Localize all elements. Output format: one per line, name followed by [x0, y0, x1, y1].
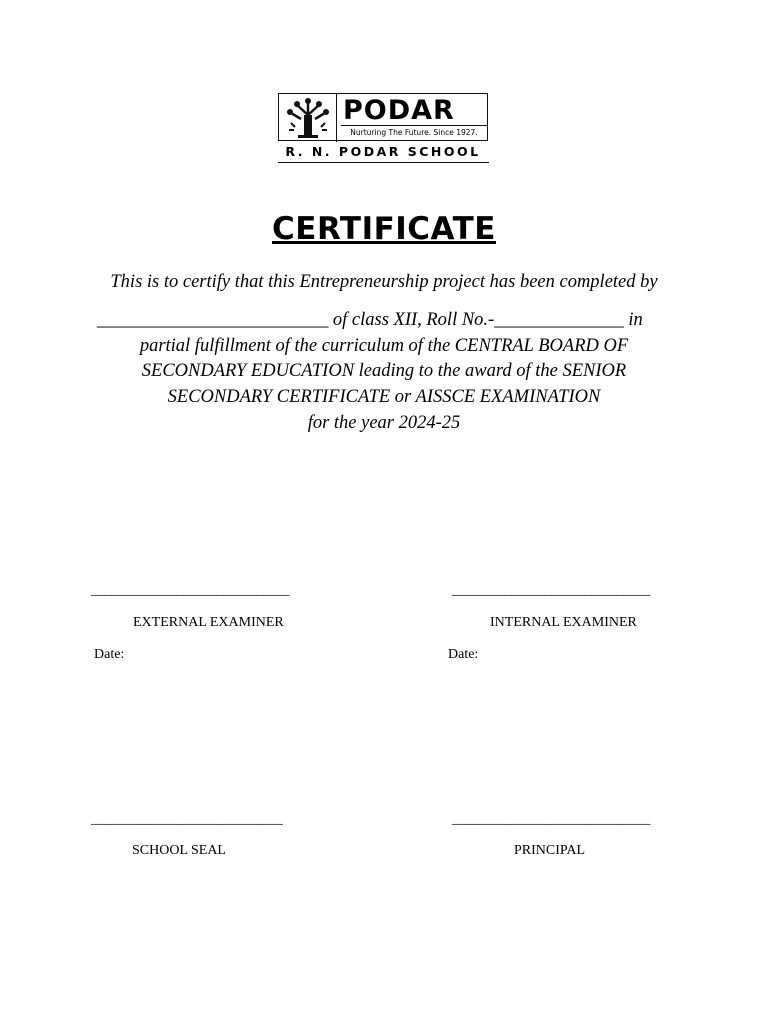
school-seal-line: _____________________________ — [91, 812, 283, 827]
school-seal-label: SCHOOL SEAL — [132, 843, 226, 858]
principal-label: PRINCIPAL — [514, 843, 586, 858]
external-examiner-signature-line: ______________________________ — [91, 583, 290, 598]
internal-examiner-signature-line: ______________________________ — [452, 583, 651, 598]
certificate-text-line-4: SECONDARY EDUCATION leading to the award of the SENIOR — [141, 361, 627, 381]
logo-frame — [278, 93, 488, 141]
certificate-text-line-5: SECONDARY CERTIFICATE or AISSCE EXAMINATION — [167, 387, 601, 407]
certificate-text-line-1: This is to certify that this Entrepreneurship project has been completed by — [110, 272, 658, 292]
certificate-title: CERTIFICATE — [272, 211, 496, 247]
external-examiner-label: EXTERNAL EXAMINER — [133, 615, 284, 630]
logo-brand-name: PODAR — [343, 95, 455, 126]
principal-signature-line: ______________________________ — [452, 812, 651, 827]
logo-school-name: R. N. PODAR SCHOOL — [285, 144, 481, 159]
certificate-text-line-2: _________________________ of class XII, Roll No.-______________ in — [97, 310, 643, 330]
school-logo — [278, 93, 490, 165]
logo-tagline: Nurturing The Future. Since 1927. — [341, 125, 487, 139]
certificate-text-line-6: for the year 2024-25 — [307, 413, 461, 433]
date-label-right: Date: — [448, 647, 479, 662]
certificate-text-line-3: partial fulfillment of the curriculum of the CENTRAL BOARD OF — [139, 336, 629, 356]
date-label-left: Date: — [94, 647, 125, 662]
tree-icon — [279, 94, 337, 142]
internal-examiner-label: INTERNAL EXAMINER — [490, 615, 637, 630]
logo-underline — [278, 162, 489, 163]
